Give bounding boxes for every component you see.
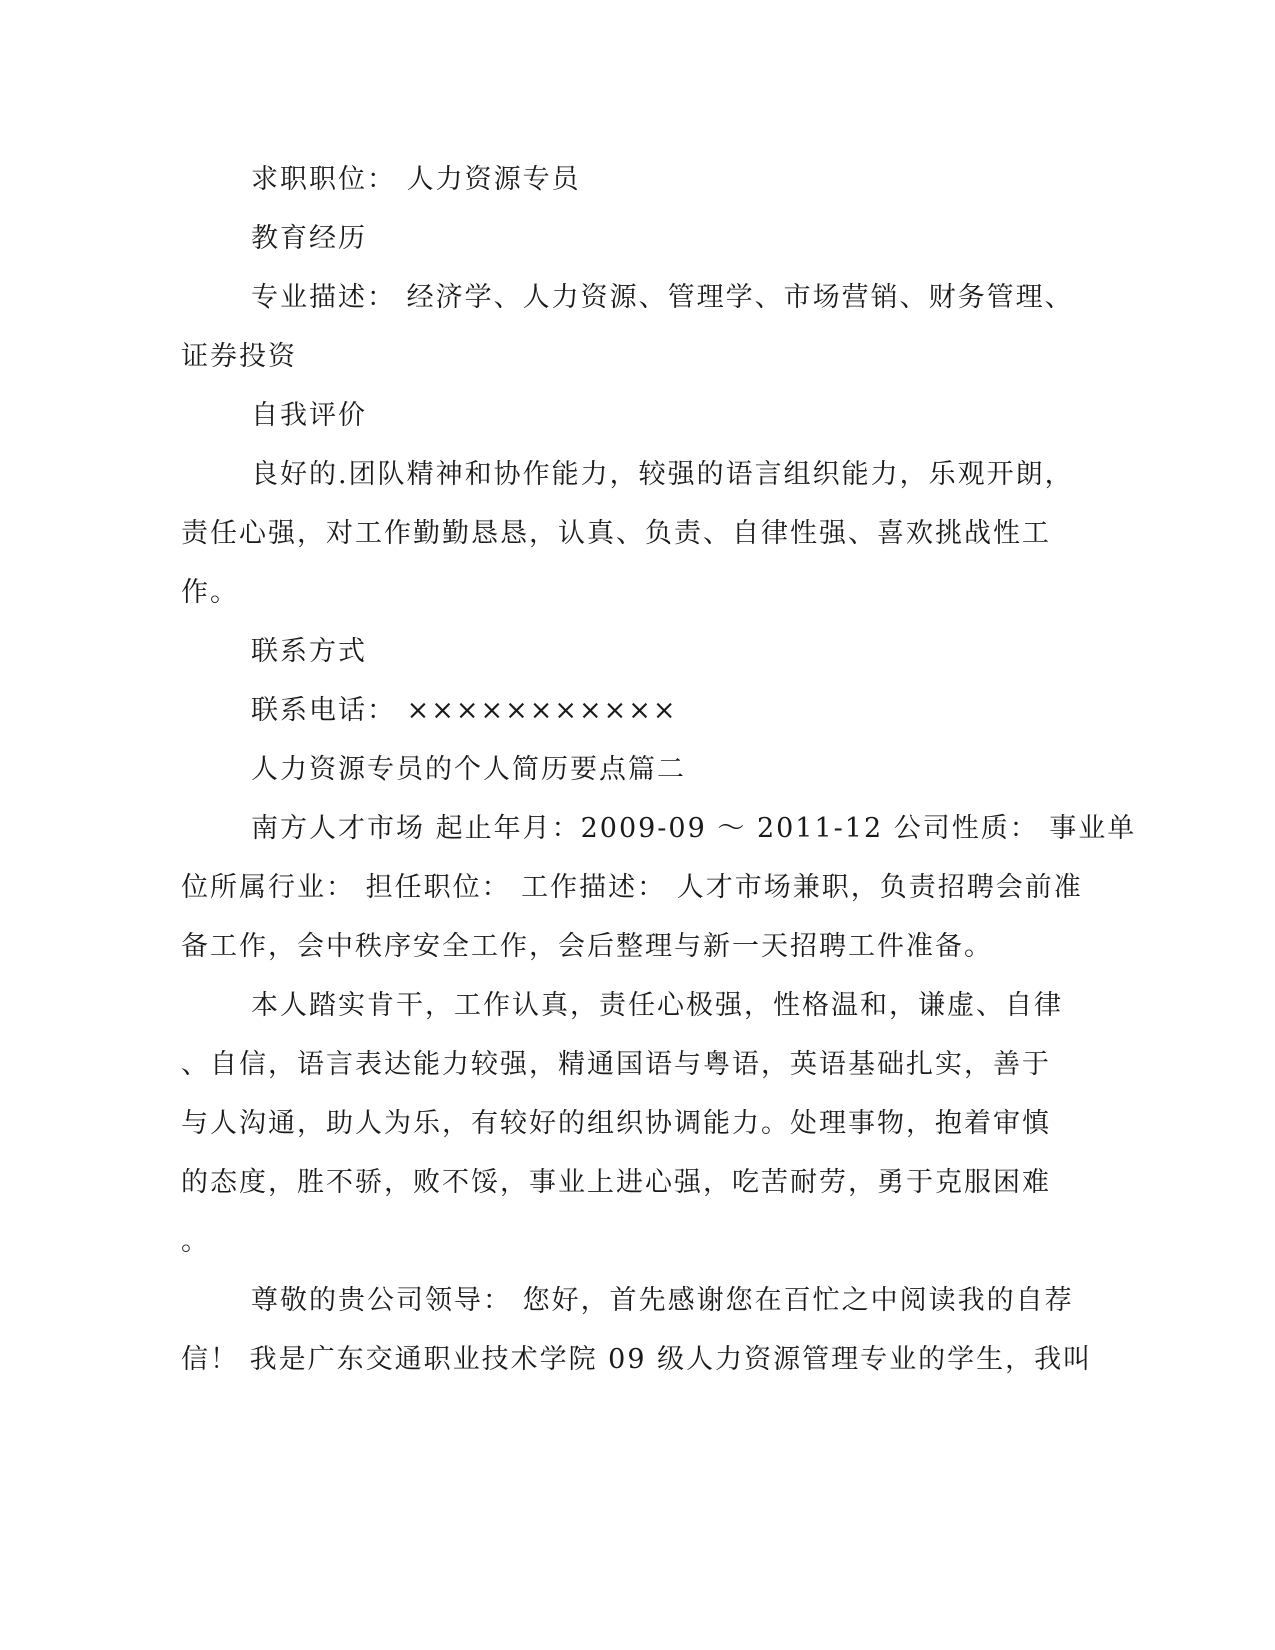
section-heading: 联系方式: [251, 636, 367, 667]
text-line: 尊敬的贵公司领导： 您好，首先感谢您在百忙之中阅读我的自荐: [251, 1285, 1074, 1316]
text-line: 作。: [181, 577, 239, 608]
text-line: 信！ 我是广东交通职业技术学院 09 级人力资源管理专业的学生，我叫: [181, 1344, 1093, 1375]
text-line: 的态度，胜不骄，败不馁，事业上进心强，吃苦耐劳，勇于克服困难: [181, 1167, 1051, 1198]
section-heading: 自我评价: [251, 400, 367, 431]
text-line: 位所属行业： 担任职位： 工作描述： 人才市场兼职，负责招聘会前准: [181, 872, 1083, 903]
text-line: 本人踏实肯干，工作认真，责任心极强，性格温和，谦虚、自律: [251, 990, 1063, 1021]
text-line: 证券投资: [181, 341, 297, 372]
section-heading: 教育经历: [251, 223, 367, 254]
text-line: 良好的.团队精神和协作能力，较强的语言组织能力，乐观开朗，: [251, 459, 1074, 490]
text-line: 与人沟通，助人为乐，有较好的组织协调能力。处理事物，抱着审慎: [181, 1108, 1051, 1139]
text-line: 联系电话： ×××××××××××: [251, 695, 678, 726]
text-line: 南方人才市场 起止年月：2009-09 ～ 2011-12 公司性质： 事业单: [251, 813, 1137, 844]
text-line: 、自信，语言表达能力较强，精通国语与粤语，英语基础扎实，善于: [181, 1049, 1051, 1080]
text-line: 专业描述： 经济学、人力资源、管理学、市场营销、财务管理、: [251, 282, 1074, 313]
text-line: 责任心强，对工作勤勤恳恳，认真、负责、自律性强、喜欢挑战性工: [181, 518, 1051, 549]
text-line: 备工作，会中秩序安全工作，会后整理与新一天招聘工件准备。: [181, 931, 993, 962]
text-line: 。: [181, 1226, 210, 1257]
text-line: 求职职位： 人力资源专员: [251, 164, 581, 195]
section-heading: 人力资源专员的个人简历要点篇二: [251, 754, 686, 785]
